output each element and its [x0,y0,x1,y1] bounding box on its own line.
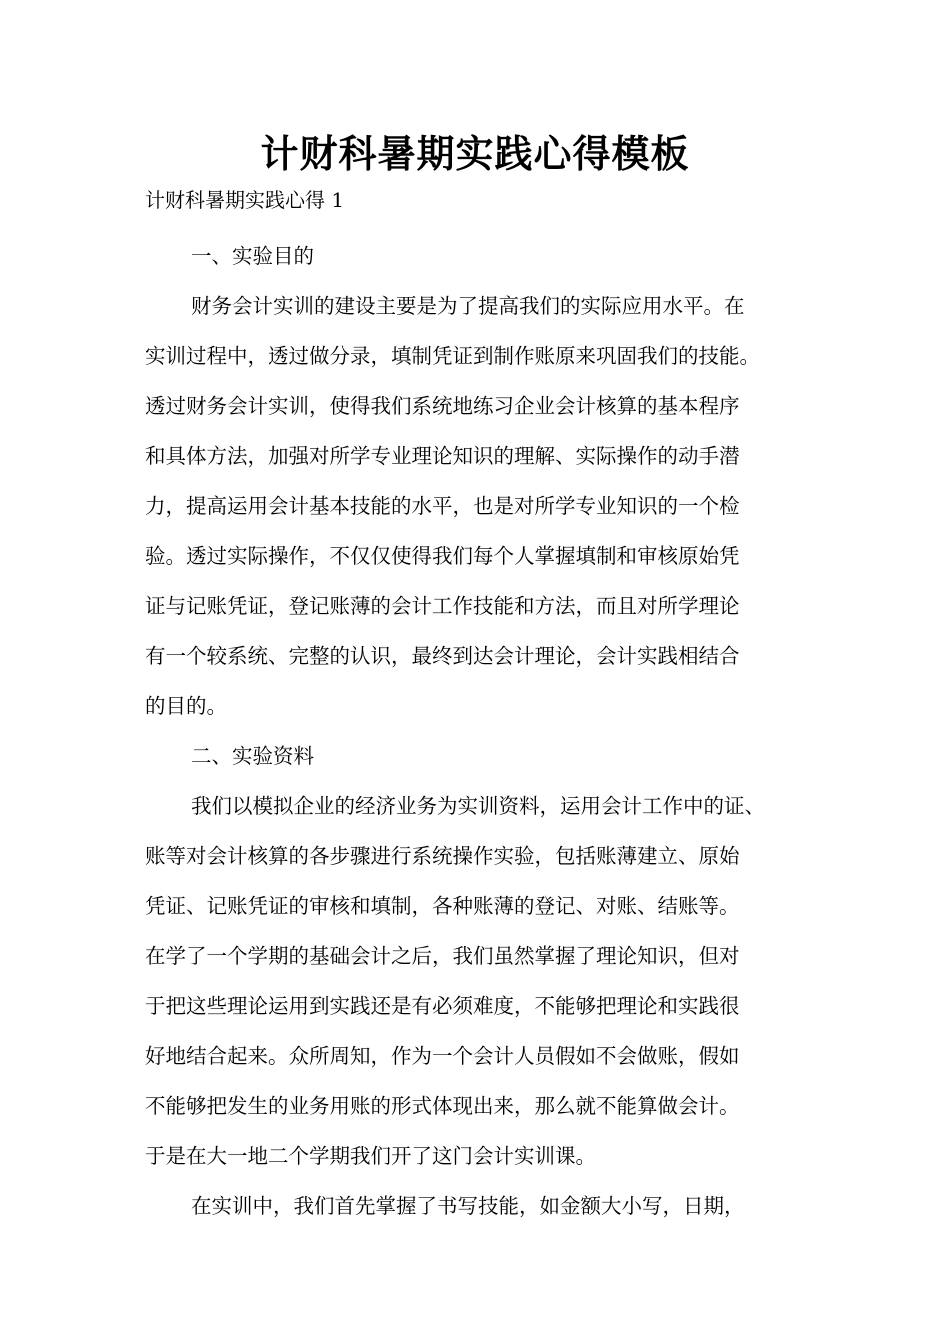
body-line: 透过财务会计实训，使得我们系统地练习企业会计核算的基本程序 [145,394,740,418]
body-line: 二、实验资料 [191,744,314,768]
body-line: 凭证、记账凭证的审核和填制，各种账薄的登记、对账、结账等。 [145,894,740,918]
body-line: 在实训中，我们首先掌握了书写技能，如金额大小写，日期， [191,1194,745,1218]
document-body [145,231,835,1231]
body-line: 的目的。 [145,694,227,718]
body-line: 力，提高运用会计基本技能的水平，也是对所学专业知识的一个检 [145,494,740,518]
body-line: 财务会计实训的建设主要是为了提高我们的实际应用水平。在 [191,294,745,318]
body-line: 于把这些理论运用到实践还是有必须难度，不能够把理论和实践很 [145,994,740,1018]
body-line: 于是在大一地二个学期我们开了这门会计实训课。 [145,1144,596,1168]
body-line: 有一个较系统、完整的认识，最终到达会计理论，会计实践相结合 [145,644,740,668]
body-line: 实训过程中，透过做分录，填制凭证到制作账原来巩固我们的技能。 [145,344,760,368]
body-line: 验。透过实际操作，不仅仅使得我们每个人掌握填制和审核原始凭 [145,544,740,568]
body-line: 在学了一个学期的基础会计之后，我们虽然掌握了理论知识，但对 [145,944,740,968]
body-line: 好地结合起来。众所周知，作为一个会计人员假如不会做账，假如 [145,1044,740,1068]
document-title: 计财科暑期实践心得模板 [260,132,690,176]
body-line: 我们以模拟企业的经济业务为实训资料，运用会计工作中的证、 [191,794,765,818]
body-line: 和具体方法，加强对所学专业理论知识的理解、实际操作的动手潜 [145,444,740,468]
body-line: 账等对会计核算的各步骤进行系统操作实验，包括账薄建立、原始 [145,844,740,868]
body-line: 一、实验目的 [191,244,314,268]
document-subtitle: 计财科暑期实践心得 1 [145,188,345,212]
body-line: 证与记账凭证，登记账薄的会计工作技能和方法，而且对所学理论 [145,594,740,618]
body-line: 不能够把发生的业务用账的形式体现出来，那么就不能算做会计。 [145,1094,740,1118]
